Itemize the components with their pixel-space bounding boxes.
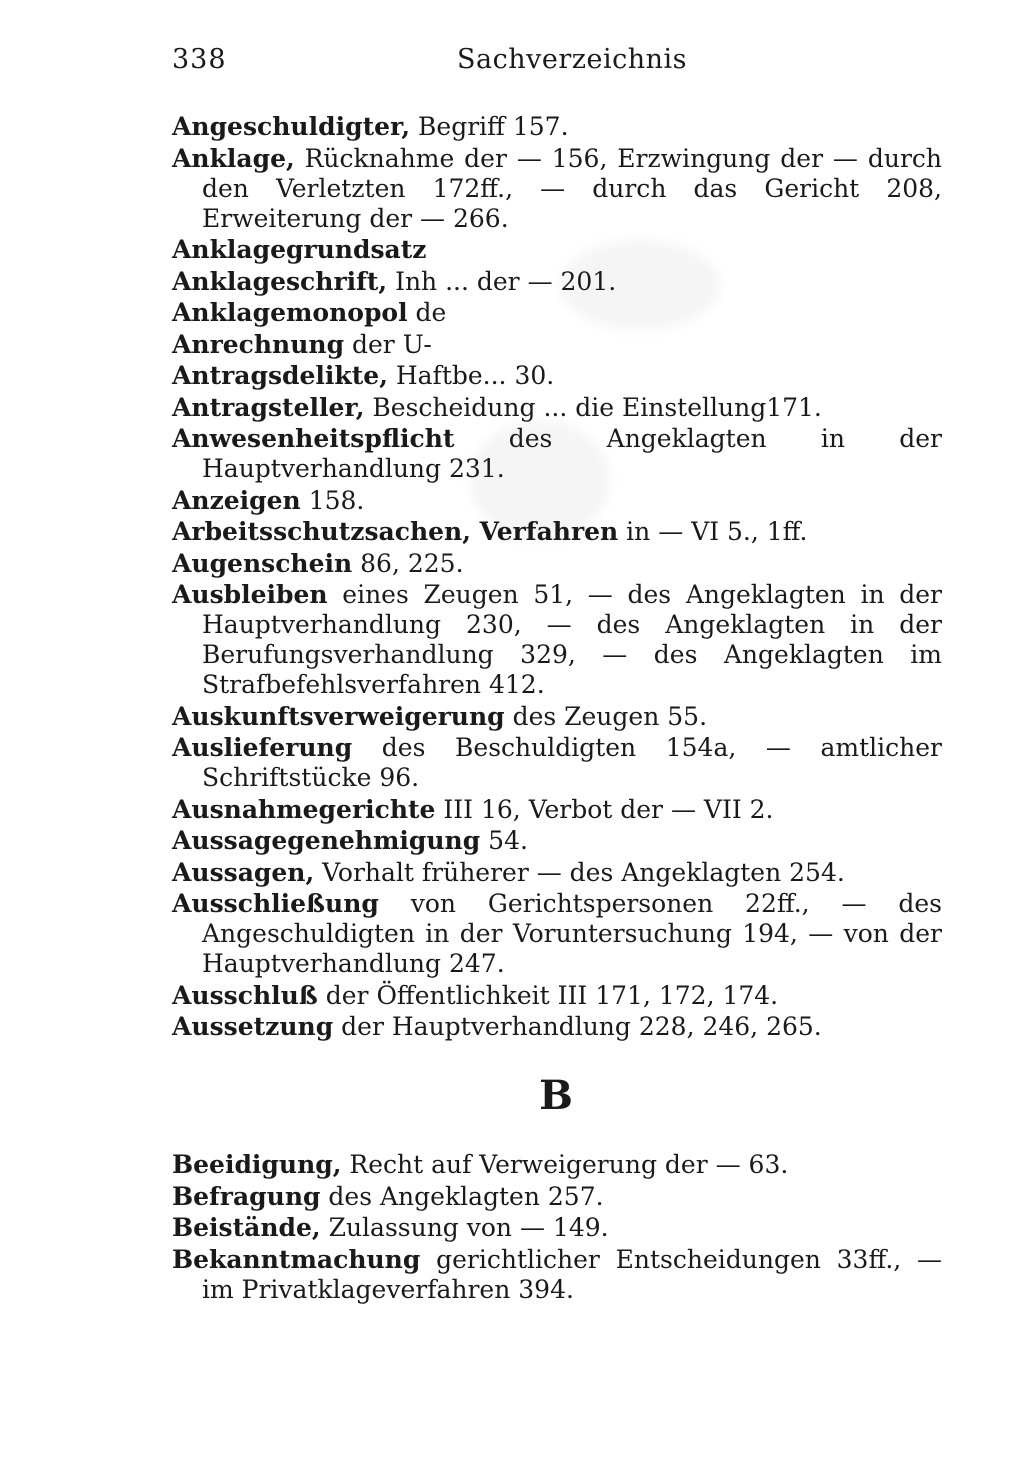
- index-entry: [172, 361, 942, 391]
- index-locator: des Zeugen 55.: [504, 701, 708, 731]
- index-section-b: [172, 1150, 942, 1306]
- index-term: Angeschuldigter,: [172, 112, 411, 141]
- index-locator: 54.: [480, 826, 528, 855]
- index-locator: 158.: [300, 485, 365, 515]
- index-term: Aussagegenehmigung: [172, 826, 481, 855]
- index-entry: [172, 330, 942, 360]
- index-locator: des Angeklagten 257.: [320, 1181, 604, 1211]
- index-locator: von Gerichtspersonen 22ff., — des Angeschuldigten in der Voruntersuchung 194, — von der Hauptverhandlung 247.: [202, 889, 942, 978]
- index-entry: [172, 235, 942, 265]
- index-locator: de: [407, 298, 447, 327]
- index-term: Ausnahmegerichte: [172, 794, 436, 824]
- index-locator: Haftbe... 30.: [387, 361, 555, 390]
- index-locator: der Hauptverhandlung 228, 246, 265.: [333, 1012, 822, 1041]
- index-locator: eines Zeugen 51, — des Angeklagten in der Hauptverhandlung 230, — des Angeklagten in der Berufungsverhandlung 329, — des Angeklagten im Strafbefehlsverfahren 412.: [202, 580, 942, 699]
- index-term: Auskunftsverweigerung: [172, 701, 505, 731]
- index-locator: gerichtlicher Entscheidungen 33ff., — im Privatklageverfahren 394.: [202, 1244, 942, 1304]
- index-term: Bekanntmachung: [172, 1244, 421, 1274]
- index-term: Arbeitsschutzsachen, Verfahren: [172, 517, 619, 546]
- index-entry: [172, 549, 942, 579]
- index-term: Anklage,: [172, 143, 295, 173]
- index-entry: [172, 1012, 942, 1042]
- index-section-a: [172, 112, 942, 1044]
- index-locator: Bescheidung ... die Einstellung171.: [364, 392, 822, 422]
- index-locator: Inh ... der — 201.: [387, 266, 617, 296]
- index-entry: [172, 424, 942, 484]
- page-number: 338: [172, 44, 227, 75]
- index-entry: [172, 580, 942, 700]
- index-term: Augenschein: [172, 548, 353, 578]
- index-entry: [172, 517, 942, 547]
- page-header: [172, 44, 952, 84]
- running-head: Sachverzeichnis: [457, 44, 687, 75]
- index-term: Anklageschrift,: [172, 266, 388, 296]
- index-locator: 86, 225.: [352, 548, 464, 578]
- index-entry: [172, 733, 942, 793]
- index-locator: des Angeklagten in der Hauptverhandlung 231.: [202, 424, 942, 483]
- index-term: Antragsdelikte,: [172, 361, 388, 390]
- index-entry: [172, 889, 942, 979]
- index-locator: Rücknahme der — 156, Erzwingung der — durch den Verletzten 172ff., — durch das Gericht 208, Erweiterung der — 266.: [202, 143, 942, 233]
- index-term: Anzeigen: [172, 485, 301, 515]
- index-term: Befragung: [172, 1181, 321, 1211]
- index-entry: [172, 267, 942, 297]
- index-term: Anwesenheitspflicht: [172, 424, 455, 453]
- index-locator: Begriff 157.: [410, 112, 569, 141]
- index-locator: der Öffentlichkeit III 171, 172, 174.: [317, 980, 779, 1010]
- index-entry: [172, 702, 942, 732]
- index-term: Ausschluß: [172, 980, 318, 1010]
- index-term: Beeidigung,: [172, 1150, 342, 1179]
- index-term: Anklagegrundsatz: [172, 235, 427, 264]
- index-term: Ausbleiben: [172, 580, 328, 609]
- index-entry: [172, 144, 942, 234]
- index-entry: [172, 1150, 942, 1180]
- index-entry: [172, 393, 942, 423]
- index-locator: in — VI 5., 1ff.: [618, 517, 808, 546]
- index-locator: des Beschuldigten 154a, — amtlicher Schriftstücke 96.: [202, 733, 942, 792]
- index-locator: der U-: [344, 329, 432, 359]
- index-term: Anrechnung: [172, 329, 345, 359]
- index-term: Antragsteller,: [172, 392, 365, 422]
- index-term: Aussetzung: [172, 1012, 334, 1041]
- index-entry: [172, 112, 942, 142]
- index-term: Aussagen,: [172, 857, 315, 887]
- index-term: Auslieferung: [172, 733, 353, 762]
- index-entry: [172, 1182, 942, 1212]
- index-entry: [172, 858, 942, 888]
- index-term: Ausschließung: [172, 889, 379, 918]
- index-entry: [172, 486, 942, 516]
- index-locator: III 16, Verbot der — VII 2.: [435, 794, 774, 824]
- section-letter-heading: B: [539, 1072, 573, 1119]
- index-entry: [172, 298, 942, 328]
- index-entry: [172, 826, 942, 856]
- index-entry: [172, 981, 942, 1011]
- index-entry: [172, 1213, 942, 1243]
- index-term: Anklagemonopol: [172, 298, 408, 327]
- index-locator: Recht auf Verweigerung der — 63.: [341, 1150, 789, 1179]
- index-locator: Vorhalt früherer — des Angeklagten 254.: [314, 857, 845, 887]
- index-term: Beistände,: [172, 1213, 321, 1242]
- index-locator: Zulassung von — 149.: [320, 1213, 609, 1242]
- index-entry: [172, 795, 942, 825]
- index-entry: [172, 1245, 942, 1305]
